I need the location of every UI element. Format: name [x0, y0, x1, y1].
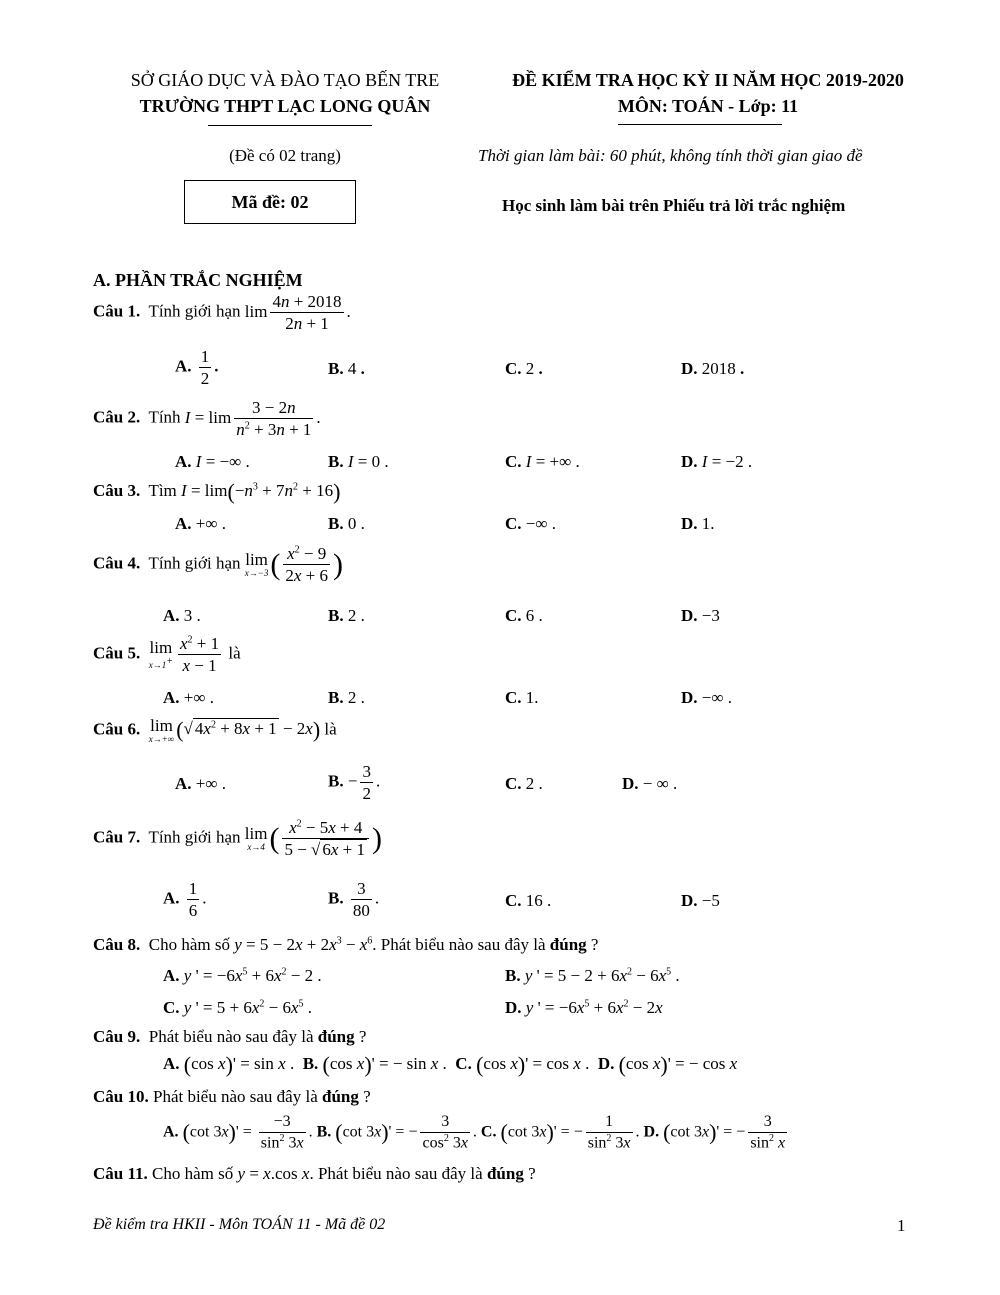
- q8-option-d: D. y ' = $-6x^5 + 6x^2 - 2x$: [505, 998, 663, 1017]
- question-text: Tính giới hạn: [148, 827, 241, 847]
- q6-option-b: B. − $\frac{3}{2}$ .: [328, 762, 381, 804]
- exam-title: ĐỀ KIỂM TRA HỌC KỲ II NĂM HỌC 2019-2020: [512, 70, 904, 90]
- q8-option-c: C. y ' = $5 + 6x^2 - 6x^5$ .: [163, 998, 313, 1017]
- math-expression: lim x→+∞ (√ $4x^2 + 8x + 1 - 2x$): [148, 716, 321, 744]
- q8-option-a: A. y ' = $-6x^5 + 6x^2 - 2$ .: [163, 966, 322, 985]
- question-text: Cho hàm số: [152, 1164, 234, 1183]
- q5-option-d: D. −∞ .: [681, 688, 732, 707]
- q2-option-b: B. I = 0 .: [328, 452, 389, 471]
- math-expression: lim x→1+ $\frac{x^2 + 1}{x - 1}$: [148, 634, 220, 676]
- exam-code-box: Mã đề: 02: [184, 180, 356, 224]
- math-expression: lim $\frac{4n + 2018}{2n + 1}$ .: [244, 292, 351, 334]
- question-label: Câu 6.: [93, 719, 141, 739]
- question-text-2: . Phát biểu nào sau đây là: [372, 935, 546, 954]
- question-label: Câu 10.: [93, 1087, 149, 1106]
- q3-option-d: D. 1.: [681, 514, 715, 533]
- question-6: [93, 717, 337, 744]
- q5-option-c: C. 1.: [505, 688, 539, 707]
- question-1: [93, 291, 351, 335]
- question-2: [93, 397, 321, 441]
- math-expression: I = lim $\frac{3 - 2n}{n^2 + 3n + 1}$ .: [184, 398, 321, 440]
- time-note: Thời gian làm bài: 60 phút, không tính thời gian giao đề: [478, 146, 863, 165]
- question-emphasis: đúng: [322, 1087, 359, 1106]
- question-5: [93, 633, 241, 677]
- q9-options: A. (cos x)' = sin x . B. (cos x)' = − sin x . C. (cos x)' = cos x . D. (cos x)' = − cos x: [163, 1052, 738, 1078]
- q5-option-b: B. 2 .: [328, 688, 365, 707]
- question-emphasis: đúng: [486, 1164, 524, 1183]
- q1-option-d: D. 2018 .: [681, 359, 745, 378]
- q7-option-d: D. −5: [681, 891, 720, 910]
- question-emphasis: đúng: [317, 1027, 355, 1046]
- math-expression: lim x→−3 ( $\frac{x^2 - 9}{2x + 6}$ ): [244, 544, 343, 586]
- instruction: Học sinh làm bài trên Phiếu trả lời trắc nghiệm: [502, 196, 846, 215]
- q4-option-d: D. −3: [681, 606, 720, 625]
- q4-option-c: C. 6 .: [505, 606, 543, 625]
- question-10: Câu 10. Phát biểu nào sau đây là đúng ?: [93, 1087, 371, 1106]
- question-text: Tìm: [148, 481, 177, 500]
- subject-underline: [618, 124, 782, 125]
- math-expression: $y = 5 - 2x + 2x^3 - x^6$: [234, 935, 373, 954]
- question-text: Tính giới hạn: [148, 553, 241, 573]
- question-text: là: [324, 719, 337, 739]
- question-label: Câu 8.: [93, 935, 141, 954]
- q10-options: A. (cot 3x)' = $\frac{-3}{\sin^2 3x}$ . B. (cot 3x)' = − $\frac{3}{\cos^2 3x}$ . C. (cot 3x)' = − $\frac{1}{\sin^2 3x}$ . D. (cot 3x)' = − $\frac{3}{\sin^2 x}$: [163, 1113, 786, 1152]
- question-label: Câu 5.: [93, 643, 141, 663]
- question-4: [93, 543, 343, 587]
- question-text: Tính giới hạn: [148, 301, 241, 321]
- q8-option-b: B. y ' = $5 - 2 + 6x^2 - 6x^5$ .: [505, 966, 680, 985]
- school-department: SỞ GIÁO DỤC VÀ ĐÀO TẠO BẾN TRE: [130, 70, 440, 90]
- question-label: Câu 9.: [93, 1027, 141, 1046]
- question-label: Câu 4.: [93, 553, 141, 573]
- question-text-2: . Phát biểu nào sau đây là: [309, 1164, 483, 1183]
- q4-option-b: B. 2 .: [328, 606, 365, 625]
- q7-option-b: B. $\frac{3}{80}$ .: [328, 879, 380, 921]
- q7-option-c: C. 16 .: [505, 891, 552, 910]
- question-label: Câu 11.: [93, 1164, 148, 1183]
- question-label: Câu 3.: [93, 481, 141, 500]
- pages-note: (Đề có 02 trang): [229, 146, 341, 165]
- q7-option-a: A. $\frac{1}{6}$ .: [163, 879, 207, 921]
- q6-option-c: C. 2 .: [505, 774, 543, 793]
- q1-option-b: B. 4 .: [328, 359, 365, 378]
- footer-text: Đề kiểm tra HKII - Môn TOÁN 11 - Mã đề 02: [93, 1216, 386, 1233]
- page-number: 1: [897, 1216, 906, 1235]
- question-8: Câu 8. Cho hàm số $y = 5 - 2x + 2x^3 - x^6$. Phát biểu nào sau đây là đúng ?: [93, 935, 599, 954]
- question-label: Câu 2.: [93, 407, 141, 427]
- q3-option-b: B. 0 .: [328, 514, 365, 533]
- q1-option-c: C. 2 .: [505, 359, 543, 378]
- math-expression: $I = \lim(-n^3 + 7n^2 + 16)$: [181, 479, 341, 505]
- question-9: Câu 9. Phát biểu nào sau đây là đúng ?: [93, 1027, 367, 1046]
- exam-subject: MÔN: TOÁN - Lớp: 11: [617, 96, 799, 116]
- q5-option-a: A. +∞ .: [163, 688, 214, 707]
- question-label: Câu 1.: [93, 301, 141, 321]
- question-11: Câu 11. Cho hàm số y = x.cos x. Phát biểu nào sau đây là đúng ?: [93, 1164, 536, 1183]
- q2-option-c: C. I = +∞ .: [505, 452, 580, 471]
- q1-option-a: A. $\frac{1}{2}$ .: [175, 347, 219, 389]
- q6-option-a: A. +∞ .: [175, 774, 226, 793]
- question-text: Tính: [148, 407, 181, 427]
- section-title: A. PHẦN TRẮC NGHIỆM: [93, 270, 303, 290]
- question-text: Phát biểu nào sau đây là: [148, 1027, 314, 1046]
- question-label: Câu 7.: [93, 827, 141, 847]
- q2-option-d: D. I = −2 .: [681, 452, 753, 471]
- q3-option-a: A. +∞ .: [175, 514, 226, 533]
- question-text: Phát biểu nào sau đây là: [152, 1087, 318, 1106]
- q4-option-a: A. 3 .: [163, 606, 201, 625]
- math-expression: lim x→4 ( $\frac{x^2 - 5x + 4}{5 - √ 6x + 1}$ ): [244, 818, 383, 860]
- math-expression: y = x.cos x: [237, 1164, 310, 1183]
- question-text: là: [228, 643, 241, 663]
- question-emphasis: đúng: [549, 935, 587, 954]
- school-underline: [208, 125, 372, 126]
- question-7: [93, 817, 382, 861]
- q3-option-c: C. −∞ .: [505, 514, 556, 533]
- question-3: [93, 481, 340, 503]
- q2-option-a: A. I = −∞ .: [175, 452, 250, 471]
- q6-option-d: D. − ∞ .: [622, 774, 678, 793]
- question-text: Cho hàm số: [148, 935, 230, 954]
- school-name: TRƯỜNG THPT LẠC LONG QUÂN: [139, 96, 431, 116]
